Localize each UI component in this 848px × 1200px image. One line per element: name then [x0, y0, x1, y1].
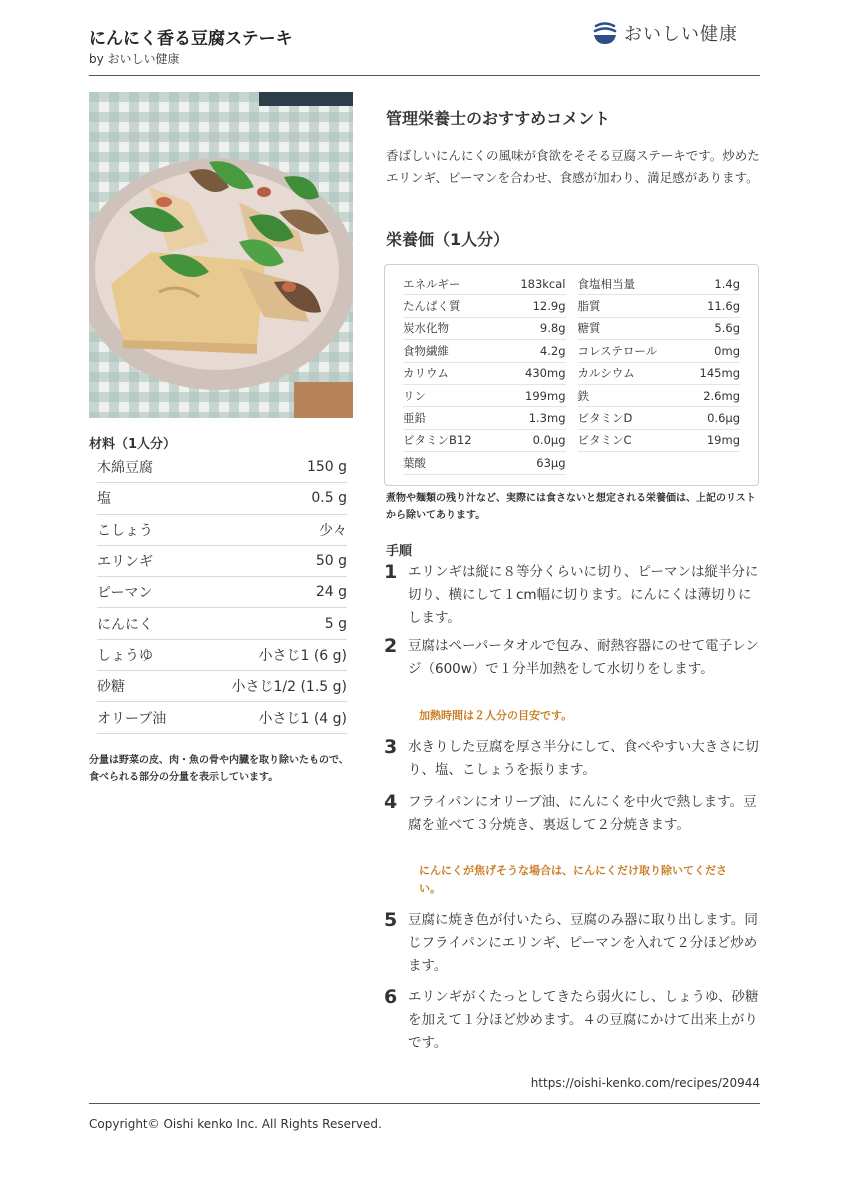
step-tip: にんにくが焦げそうな場合は、にんにくだけ取り除いてください。 — [419, 864, 727, 895]
logo-text: おいしい健康 — [624, 24, 738, 45]
nutrient-label: 亜鉛 — [403, 411, 426, 426]
nutrition-item — [578, 363, 741, 385]
nutrient-label: ビタミンD — [577, 411, 633, 426]
ingredient-amount: 小さじ1 (6 g) — [258, 647, 347, 664]
nutrition-item — [578, 430, 741, 452]
ingredient-row — [97, 671, 347, 702]
ingredient-row — [97, 546, 347, 577]
step-text: 豆腐に焼き色が付いたら、豆腐のみ器に取り出します。同じフライパンにエリンギ、ピーマンを入れて２分ほど炒めます。 — [408, 912, 758, 974]
ingredient-amount: 150 g — [306, 459, 347, 476]
brand-logo — [592, 20, 738, 46]
ingredient-name: しょうゆ — [97, 647, 153, 664]
step-text: エリンギは縦に８等分くらいに切り、ピーマンは縦半分に切り、横にして１cm幅に切ります。にんにくは薄切りにします。 — [408, 564, 759, 626]
nutrient-value: 0.0μg — [532, 433, 566, 448]
step-text: 水きりした豆腐を厚さ半分にして、食べやすい大きさに切り、塩、こしょうを振ります。 — [408, 739, 759, 778]
copyright: Copyright© Oishi kenko Inc. All Rights Reserved. — [89, 1117, 382, 1131]
ingredient-amount: 小さじ1 (4 g) — [258, 710, 347, 727]
steps-title: 手順 — [386, 544, 413, 559]
nutrient-value: 199mg — [525, 388, 566, 403]
nutrition-item — [403, 407, 566, 429]
ingredient-row — [97, 577, 347, 608]
nutrition-table — [384, 264, 759, 486]
nutrition-item — [403, 295, 566, 317]
nutrition-item — [403, 452, 566, 474]
nutrient-value: 63μg — [536, 455, 566, 470]
nutrition-item — [403, 363, 566, 385]
step-text: 豆腐はペーパータオルで包み、耐熱容器にのせて電子レンジ（600w）で１分半加熱をして水切りをします。 — [408, 638, 759, 677]
ingredient-row — [97, 452, 347, 483]
nutrition-item — [403, 340, 566, 362]
nutrient-value: 1.3mg — [528, 411, 566, 426]
nutrient-label: カルシウム — [577, 366, 635, 381]
nutrient-label: 鉄 — [577, 388, 589, 403]
ingredients-list — [97, 452, 347, 734]
nutrient-label: 葉酸 — [403, 455, 426, 470]
ingredient-amount: 5 g — [324, 615, 347, 632]
step-item — [384, 561, 760, 630]
nutrient-value: 11.6g — [707, 299, 740, 314]
nutrition-item — [403, 318, 566, 340]
ingredient-name: 塩 — [97, 491, 111, 508]
nutrient-label: 食物繊維 — [403, 343, 449, 358]
nutrition-item — [578, 407, 741, 429]
ingredients-title: 材料（1人分） — [89, 437, 177, 452]
nutrient-value: 430mg — [525, 366, 566, 381]
recipe-url[interactable]: https://oishi-kenko.com/recipes/20944 — [530, 1076, 760, 1090]
nutrient-value: 1.4g — [714, 276, 740, 291]
step-number: 5 — [384, 909, 398, 931]
comment-text: 香ばしいにんにくの風味が食欲をそそる豆腐ステーキです。炒めたエリンギ、ピーマンを合わせ、食感が加わり、満足感があります。 — [386, 148, 760, 185]
byline: by おいしい健康 — [89, 52, 180, 66]
nutrition-note: 煮物や麺類の残り汁など、実際には食さないと想定される栄養価は、上記のリストから除いてあります。 — [386, 493, 756, 521]
ingredient-amount: 小さじ1/2 (1.5 g) — [231, 679, 347, 696]
step-item — [384, 791, 760, 837]
nutrient-value: 145mg — [699, 366, 740, 381]
ingredient-row — [97, 702, 347, 733]
step-number: 1 — [384, 561, 398, 583]
nutrition-item — [578, 295, 741, 317]
nutrition-item — [578, 273, 741, 295]
ingredient-name: オリーブ油 — [97, 710, 167, 727]
ingredient-amount: 0.5 g — [311, 490, 347, 507]
nutrient-label: コレステロール — [577, 343, 658, 358]
ingredient-name: エリンギ — [97, 554, 153, 571]
ingredient-name: 木綿豆腐 — [97, 460, 153, 477]
ingredient-name: にんにく — [97, 616, 153, 633]
nutrient-value: 183kcal — [520, 276, 566, 291]
ingredient-amount: 少々 — [319, 522, 347, 539]
nutrition-item — [578, 318, 741, 340]
nutrient-label: たんぱく質 — [403, 299, 461, 314]
header-divider — [89, 75, 760, 76]
nutrition-item — [578, 385, 741, 407]
ingredient-row — [97, 483, 347, 514]
recipe-photo — [89, 92, 353, 418]
nutrient-label: 糖質 — [577, 321, 601, 336]
nutrient-label: カリウム — [403, 366, 449, 381]
step-text: フライパンにオリーブ油、にんにくを中火で熱します。豆腐を並べて３分焼き、裏返して２分焼きます。 — [408, 794, 757, 833]
footer-divider — [89, 1103, 760, 1104]
nutrient-label: リン — [403, 388, 426, 403]
step-item — [384, 909, 760, 978]
bowl-logo-icon — [592, 20, 618, 46]
nutrition-title: 栄養価（1人分） — [386, 230, 510, 249]
nutrition-item — [403, 385, 566, 407]
nutrient-label: ビタミンB12 — [403, 433, 472, 448]
ingredient-amount: 24 g — [315, 584, 347, 601]
nutrition-item — [578, 340, 741, 362]
step-item — [384, 736, 760, 782]
nutrition-item — [403, 430, 566, 452]
step-tip: 加熱時間は２人分の目安です。 — [419, 709, 573, 722]
nutrient-value: 4.2g — [539, 343, 566, 358]
nutrient-value: 12.9g — [532, 299, 566, 314]
ingredient-name: ピーマン — [97, 585, 153, 602]
ingredient-name: こしょう — [97, 522, 153, 539]
nutrient-label: 食塩相当量 — [577, 276, 635, 291]
step-item — [384, 635, 760, 681]
ingredient-name: 砂糖 — [97, 679, 125, 696]
step-text: エリンギがくたっとしてきたら弱火にし、しょうゆ、砂糖を加えて１分ほど炒めます。４の豆腐にかけて出来上がりです。 — [408, 989, 759, 1051]
ingredient-row — [97, 515, 347, 546]
nutrient-label: エネルギー — [403, 276, 461, 291]
step-item — [384, 986, 760, 1055]
ingredient-amount: 50 g — [315, 553, 347, 570]
nutrient-value: 0.6μg — [707, 411, 740, 426]
step-number: 6 — [384, 986, 398, 1008]
nutrient-value: 2.6mg — [703, 388, 740, 403]
nutrition-item — [403, 273, 566, 295]
ingredient-row — [97, 608, 347, 639]
ingredients-note: 分量は野菜の皮、肉・魚の骨や内臓を取り除いたもので、 食べられる部分の分量を表示しています。 — [89, 755, 349, 783]
nutrient-label: 炭水化物 — [403, 321, 449, 336]
nutrient-label: 脂質 — [577, 299, 601, 314]
step-number: 3 — [384, 736, 398, 758]
nutrient-value: 9.8g — [539, 321, 566, 336]
nutrient-value: 19mg — [706, 433, 740, 448]
step-number: 2 — [384, 635, 398, 657]
comment-title: 管理栄養士のおすすめコメント — [386, 109, 611, 128]
ingredient-row — [97, 640, 347, 671]
nutrient-value: 0mg — [714, 343, 740, 358]
recipe-title: にんにく香る豆腐ステーキ — [89, 29, 293, 49]
nutrient-label: ビタミンC — [577, 433, 632, 448]
nutrient-value: 5.6g — [714, 321, 740, 336]
step-number: 4 — [384, 791, 398, 813]
